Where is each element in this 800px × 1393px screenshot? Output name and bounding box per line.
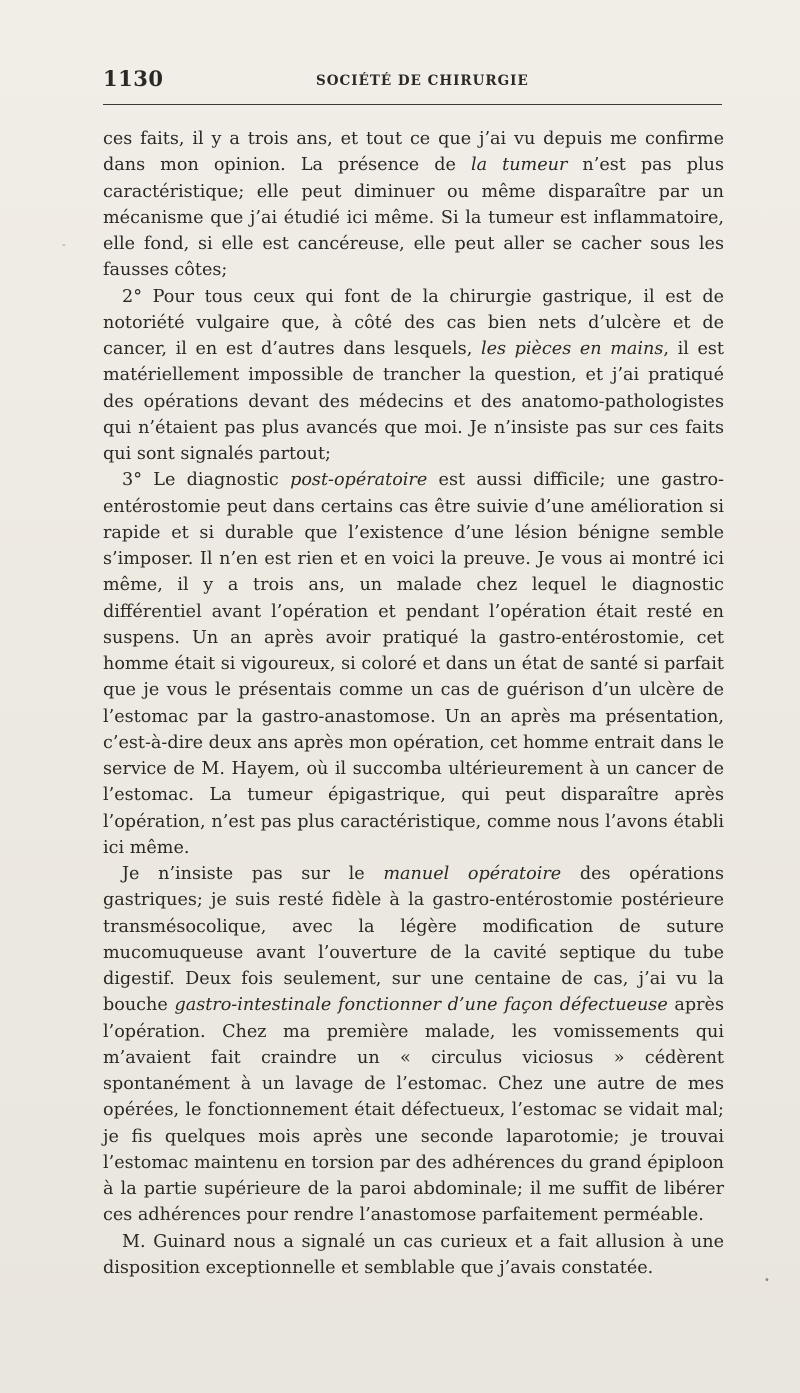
text-run: M. Guinard nous a signalé un cas curieux et a fait allusion à une disposition exceptionnelle et semblable que j’avais constatée.	[103, 1231, 724, 1278]
running-head: SOCIÉTÉ DE CHIRURGIE	[316, 73, 529, 89]
page-header	[103, 66, 722, 98]
text-run: après l’opération. Chez ma première malade, les vomissements qui m’avaient fait craindre un « circulus viciosus » cédèrent spontanément à un lavage de l’estomac. Chez une autre de mes opérées, le fonctionnement était défectueux, l’estomac se vidait mal; je fis quelques mois après une seconde laparotomie; je trouvai l’estomac maintenu en torsion par des adhérences du grand épiploon à la partie supérieure de la paroi abdominale; il me suffit de libérer ces adhérences pour rendre l’anastomose parfaitement perméable.	[103, 995, 724, 1226]
paragraph	[103, 126, 724, 284]
text-run: des opérations gastriques; je suis resté fidèle à la gastro-entérostomie postérieure transmésocolique, avec la légère modification de suture mucomuqueuse avant l’ouverture de la cavité septique du tube digestif. Deux fois seulement, sur une centaine de cas, j’ai vu la bouche	[103, 864, 724, 1016]
italic-run: la tumeur	[470, 155, 568, 176]
text-run: ces faits, il y a trois ans, et tout ce que j’ai vu depuis me confirme dans mon opinion. La présence de	[103, 129, 724, 176]
paragraph	[103, 284, 724, 468]
paper-speck: -	[62, 240, 66, 251]
text-run: , il est matériellement impossible de trancher la question, et j’ai pratiqué des opérations devant des médecins et des anatomo-pathologistes qui n’étaient pas plus avancés que moi. Je n’insiste pas sur ces faits qui sont signalés partout;	[103, 339, 725, 464]
italic-run: gastro-intestinale fonctionner d’une façon défectueuse	[174, 995, 668, 1016]
paper-speck: •	[764, 1275, 770, 1286]
paragraph	[103, 1229, 724, 1282]
italic-run: les pièces en mains	[480, 339, 664, 359]
text-run: Je n’insiste pas sur le	[122, 864, 384, 884]
page-number: 1130	[103, 66, 164, 91]
text-run: 2° Pour tous ceux qui font de la chirurgie gastrique, il est de notoriété vulgaire que, à côté des cas bien nets d’ulcère et de cancer, il en est d’autres dans lesquels,	[103, 286, 724, 359]
text-run: est aussi difficile; une gastro-entérostomie peut dans certains cas être suivie d’une amélioration si rapide et si durable que l’existence d’une lésion bénigne semble s’imposer. Il n’en est rien et en voici la preuve. Je vous ai montré ici même, il y a trois ans, un malade chez lequel le diagnostic différentiel avant l’opération et pendant l’opération était resté en suspens. Un an après avoir pratiqué la gastro-entérostomie, cet homme était si vigoureux, si coloré et dans un état de santé si parfait que je vous le présentais comme un cas de guérison d’un ulcère de l’estomac par la gastro-anastomose. Un an après ma présentation, c’est-à-dire deux ans après mon opération, cet homme entrait dans le service de M. Hayem, où il succomba ultérieurement à un cancer de l’estomac. La tumeur épigastrique, qui peut disparaître après l’opération, n’est pas plus caractéristique, comme nous l’avons établi ici même.	[103, 470, 724, 858]
italic-run: manuel opératoire	[383, 864, 562, 884]
italic-run: post-opératoire	[290, 470, 428, 491]
text-run: 3° Le diagnostic	[122, 470, 291, 491]
header-rule	[103, 104, 722, 105]
paragraph	[103, 467, 724, 861]
paragraph	[103, 861, 724, 1229]
text-run: n’est pas plus caractéristique; elle peut diminuer ou même disparaître par un mécanisme que j’ai étudié ici même. Si la tumeur est inflammatoire, elle fond, si elle est cancéreuse, elle peut aller se cacher sous les fausses côtes;	[103, 155, 724, 281]
body-text	[103, 126, 724, 1281]
